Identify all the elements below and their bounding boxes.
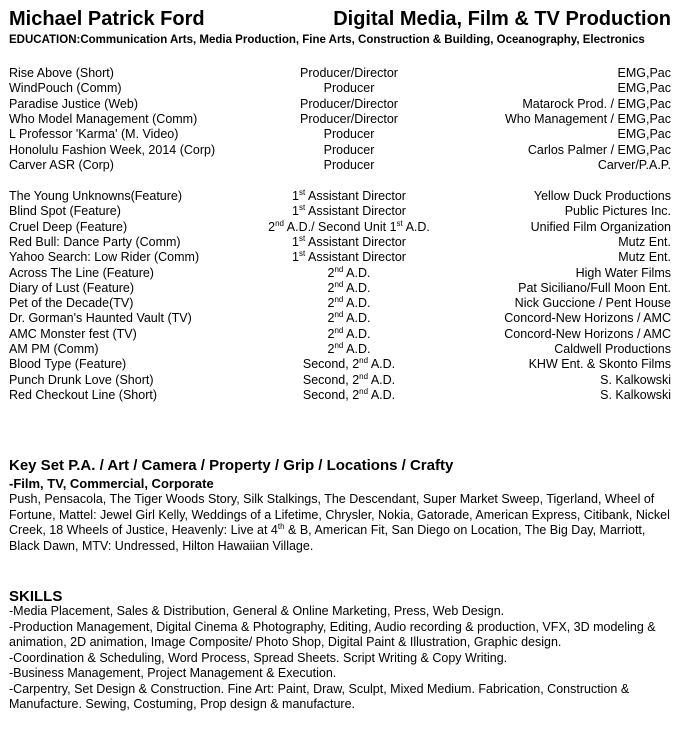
credit-title: Yahoo Search: Low Rider (Comm) — [9, 250, 200, 265]
ad-credit-row — [9, 266, 671, 281]
credit-role: 1st Assistant Director — [292, 249, 406, 265]
credit-title: Dr. Gorman's Haunted Vault (TV) — [9, 311, 192, 326]
credit-role: 2nd A.D. — [327, 279, 371, 295]
credit-company: Who Management / EMG,Pac — [504, 111, 671, 126]
ad-credit-row — [9, 281, 671, 296]
credit-role: Producer — [323, 81, 375, 96]
skill-item: -Coordination & Scheduling, Word Process, Spread Sheets. Script Writing & Copy Writing. — [9, 650, 508, 665]
credit-company: Yellow Duck Productions — [533, 189, 671, 203]
credit-role: Second, 2nd A.D. — [302, 356, 396, 372]
credit-role: 2nd A.D. — [327, 325, 371, 341]
credit-company: High Water Films — [575, 265, 671, 280]
ad-credit-row — [9, 220, 671, 235]
credit-title: Carver ASR (Corp) — [9, 157, 114, 172]
ad-credit-row — [9, 388, 671, 403]
skills-list — [9, 604, 673, 713]
education-line: EDUCATION:Communication Arts, Media Production, Fine Arts, Construction & Building, Oceanography, Electronics — [9, 34, 645, 46]
credit-role: 1st Assistant Director — [292, 203, 406, 219]
credit-company: KHW Ent. & Skonto Films — [528, 357, 671, 372]
credit-company: Carlos Palmer / EMG,Pac — [527, 142, 671, 157]
skills-section-title: SKILLS — [9, 588, 63, 605]
skill-item: -Production Management, Digital Cinema & Photography, Editing, Audio recording & production, VFX, 3D modeling & animation, 2D animation, Image Composite/ Photo Shop, Digital Paint & Illustration, Graphic design. — [9, 619, 656, 649]
credit-company: Carver/P.A.P. — [597, 157, 671, 172]
credit-role: Second, 2nd A.D. — [302, 371, 396, 387]
ad-credit-row — [9, 296, 671, 311]
credit-role: 2nd A.D./ Second Unit 1st A.D. — [268, 218, 430, 234]
credit-title: Diary of Lust (Feature) — [9, 280, 135, 295]
credit-role: Producer — [323, 157, 375, 172]
credit-role: Producer/Director — [300, 111, 398, 126]
producer-credit-row — [9, 97, 671, 112]
credit-role: Producer/Director — [300, 66, 398, 80]
credit-role: 2nd A.D. — [327, 310, 371, 326]
credit-role: Producer/Director — [300, 96, 398, 111]
ad-credit-row — [9, 250, 671, 265]
credit-title: Rise Above (Short) — [9, 66, 114, 80]
credit-company: Nick Guccione / Pent House — [514, 296, 671, 311]
skill-item: -Media Placement, Sales & Distribution, General & Online Marketing, Press, Web Design. — [9, 604, 505, 618]
ad-credit-row — [9, 342, 671, 357]
credit-company: S. Kalkowski — [600, 387, 671, 402]
producer-credit-row — [9, 127, 671, 142]
credit-role: Producer — [323, 142, 375, 157]
credit-title: Cruel Deep (Feature) — [9, 219, 128, 234]
credit-title: WindPouch (Comm) — [9, 81, 122, 96]
keyset-section-title: Key Set P.A. / Art / Camera / Property / Grip / Locations / Crafty — [9, 457, 454, 474]
credit-title: Who Model Management (Comm) — [9, 111, 198, 126]
producer-credit-row — [9, 143, 671, 158]
credit-role: 2nd A.D. — [327, 341, 371, 356]
credit-company: Mutz Ent. — [618, 234, 671, 249]
credit-title: AMC Monster fest (TV) — [9, 326, 137, 341]
credit-title: Across The Line (Feature) — [9, 265, 154, 280]
ad-credit-row — [9, 327, 671, 342]
ad-credit-row — [9, 235, 671, 250]
producer-credit-row — [9, 112, 671, 127]
credit-title: Red Bull: Dance Party (Comm) — [9, 234, 181, 249]
credit-company: EMG,Pac — [617, 127, 671, 142]
producer-credit-row — [9, 158, 671, 173]
ad-credit-row — [9, 204, 671, 219]
resume-name: Michael Patrick Ford — [9, 8, 205, 30]
credit-title: L Professor 'Karma' (M. Video) — [9, 127, 179, 142]
ad-credit-row — [9, 189, 671, 204]
credit-company: S. Kalkowski — [600, 372, 671, 387]
keyset-credits-paragraph: Push, Pensacola, The Tiger Woods Story, Silk Stalkings, The Descendant, Super Market Sweep, Tigerland, Wheel of Fortune, Mattel: Jewel Girl Kelly, Weddings of a Lifetime, Chrysler, Nokia, Gatorade, American Express, Citibank, Nickel Creek, 18 Wheels of Justice, Heavenly: Live at 4th & B, American Fit, San Diego on Location, The Big Day, Marriott, Black Dawn, MTV: Undressed, Hilton Hawaiian Village. — [9, 492, 670, 553]
credit-company: Matarock Prod. / EMG,Pac — [522, 96, 671, 111]
producer-credit-row — [9, 66, 671, 81]
ad-credit-row — [9, 373, 671, 388]
credit-title: Blind Spot (Feature) — [9, 204, 121, 219]
credit-title: Punch Drunk Love (Short) — [9, 372, 154, 387]
credit-title: Paradise Justice (Web) — [9, 96, 138, 111]
skill-item: -Carpentry, Set Design & Construction. Fine Art: Paint, Draw, Sculpt, Mixed Medium. Fabrication, Construction & Manufacture. Sewing, Costuming, Prop design & manufacture. — [9, 681, 630, 711]
credit-company: Mutz Ent. — [618, 250, 671, 265]
skill-item: -Business Management, Project Management & Execution. — [9, 666, 337, 680]
credit-company: Pat Siciliano/Full Moon Ent. — [518, 280, 671, 295]
credit-title: Blood Type (Feature) — [9, 357, 127, 372]
credit-company: Concord-New Horizons / AMC — [504, 311, 671, 326]
credit-title: Honolulu Fashion Week, 2014 (Corp) — [9, 142, 216, 157]
keyset-section-subtitle: -Film, TV, Commercial, Corporate — [9, 476, 214, 491]
credit-company: Public Pictures Inc. — [564, 204, 671, 219]
ad-credit-row — [9, 357, 671, 372]
credit-title: The Young Unknowns(Feature) — [9, 189, 183, 203]
credit-role: 1st Assistant Director — [292, 188, 406, 203]
credit-company: Caldwell Productions — [554, 342, 671, 356]
credit-company: EMG,Pac — [617, 81, 671, 96]
credit-title: Red Checkout Line (Short) — [9, 387, 157, 402]
credit-role: 1st Assistant Director — [292, 233, 406, 249]
credit-title: AM PM (Comm) — [9, 342, 99, 356]
credit-company: EMG,Pac — [617, 66, 671, 80]
ad-credit-row — [9, 311, 671, 326]
credit-role: Producer — [323, 127, 375, 142]
credit-title: Pet of the Decade(TV) — [9, 296, 134, 311]
credit-role: Second, 2nd A.D. — [302, 386, 396, 402]
credit-company: Unified Film Organization — [530, 219, 671, 234]
resume-field-title: Digital Media, Film & TV Production — [333, 8, 671, 30]
credit-company: Concord-New Horizons / AMC — [504, 326, 671, 341]
producer-credit-row — [9, 81, 671, 96]
credit-role: 2nd A.D. — [327, 264, 371, 280]
credit-role: 2nd A.D. — [327, 295, 371, 311]
